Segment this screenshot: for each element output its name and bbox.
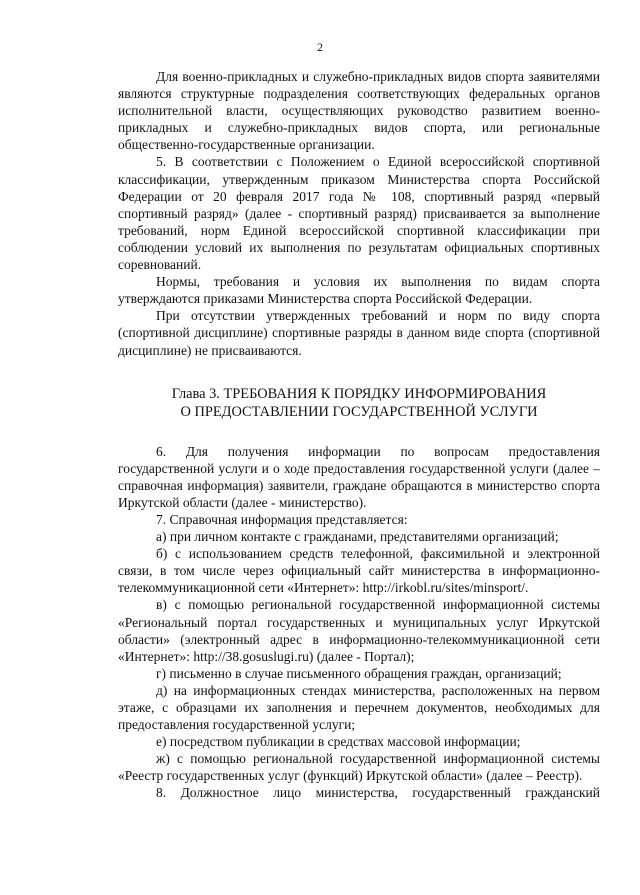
paragraph-7: 7. Справочная информация представляется: xyxy=(156,511,408,527)
item-e: е) посредством публикации в средствах массовой информации; xyxy=(156,734,521,750)
paragraph-8: 8. Должностное лицо министерства, государственный гражданский xyxy=(156,785,600,801)
paragraph-5: 5. В соответствии с Положением о Единой всероссийской спортивной классификации, утвержденным приказом Министерства спорта Российской Федерации от 20 февраля 2017 года № 108, спортивный разряд «первый спортивный разряд» (далее - спортивный разряд) присваивается за выполнение требований, норм Единой всероссийской спортивной классификации при соблюдении условий их выполнения по результатам официальных спортивных соревнований. xyxy=(118,154,600,273)
paragraph-norms: Нормы, требования и условия их выполнения по видам спорта утверждаются приказами Министерства спорта Российской Федерации. xyxy=(118,274,600,307)
paragraph-military-sports: Для военно-прикладных и служебно-прикладных видов спорта заявителями являются структурные подразделения соответствующих федеральных органов исполнительной власти, осуществляющих руководство развитием военно-прикладных и служебно-прикладных видов спорта, или региональные общественно-государственные организации. xyxy=(118,69,600,153)
item-b: б) с использованием средств телефонной, факсимильной и электронной связи, в том числе через официальный сайт министерства в информационно-телекоммуникационной сети «Интернет»: http://irkobl.ru/sites/minsport/. xyxy=(118,546,600,596)
paragraph-6: 6. Для получения информации по вопросам предоставления государственной услуги и о ходе предоставления государственной услуги (далее – справочная информация) заявители, граждане обращаются в министерство спорта Иркутской области (далее - министерство). xyxy=(118,443,600,510)
page-number: 2 xyxy=(317,40,323,54)
item-zh: ж) с помощью региональной государственной информационной системы «Реестр государственных услуг (функций) Иркутской области» (далее – Реестр). xyxy=(118,751,600,784)
chapter-heading-line-2: О ПРЕДОСТАВЛЕНИИ ГОСУДАРСТВЕННОЙ УСЛУГИ xyxy=(180,403,538,420)
item-a: а) при личном контакте с гражданами, представителями организаций; xyxy=(156,529,559,545)
paragraph-absence: При отсутствии утвержденных требований и норм по виду спорта (спортивной дисциплине) спортивные разряды в данном виде спорта (спортивной дисциплине) не присваиваются. xyxy=(118,308,600,358)
document-body xyxy=(118,68,600,802)
item-d: д) на информационных стендах министерства, расположенных на первом этаже, с образцами их заполнения и перечнем документов, необходимых для предоставления государственной услуги; xyxy=(118,682,600,733)
item-v: в) с помощью региональной государственной информационной системы «Региональный портал государственных и муниципальных услуг Иркутской области» (электронный адрес в информационно-телекоммуникационной сети «Интернет»: http://38.gosuslugi.ru) (далее - Портал); xyxy=(118,597,600,664)
chapter-heading-line-1: Глава 3. ТРЕБОВАНИЯ К ПОРЯДКУ ИНФОРМИРОВАНИЯ xyxy=(171,385,547,402)
chapter-heading xyxy=(118,385,600,421)
item-g: г) письменно в случае письменного обращения граждан, организаций; xyxy=(156,665,562,681)
